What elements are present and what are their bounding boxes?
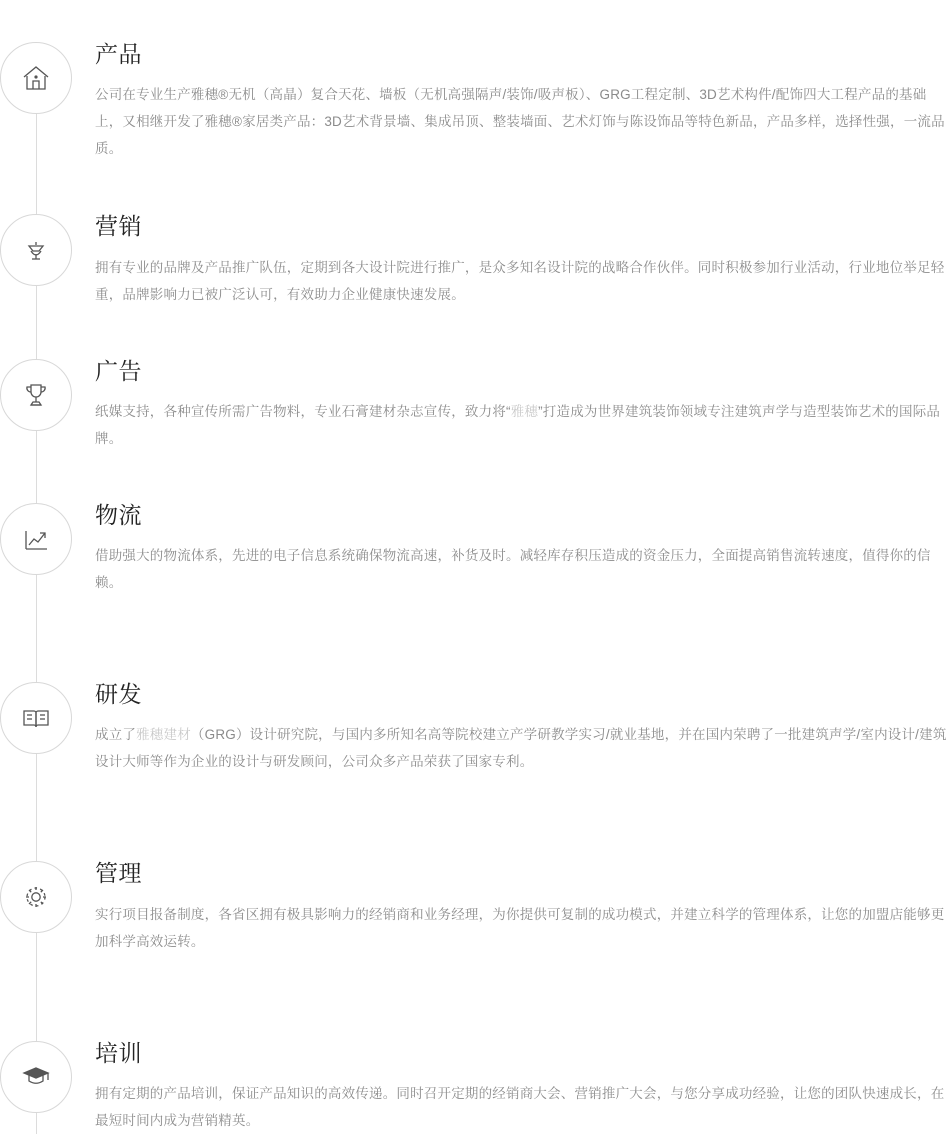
desc-part-brand: 雅穗 [510, 403, 539, 419]
section-desc: 实行项目报备制度，各省区拥有极具影响力的经销商和业务经理，为你提供可复制的成功模式，并建立科学的管理体系，让您的加盟店能够更加科学高效运转。 [95, 906, 945, 949]
list-item [0, 42, 950, 162]
list-item [0, 1041, 950, 1134]
section-title: 物流 [95, 501, 142, 528]
trophy-icon [0, 359, 72, 431]
list-item [0, 359, 950, 452]
megaphone-icon [0, 214, 72, 286]
section-title: 培训 [95, 1039, 142, 1066]
desc-part-after: （GRG）设计研究院，与国内多所知名高等院校建立产学研教学实习/就业基地，并在国内荣聘了一批建筑声学/室内设计/建筑设计大师等作为企业的设计与研发顾问，公司众多产品荣获了国家专利。 [95, 727, 947, 770]
graduation-cap-icon [0, 1041, 72, 1113]
desc-part-before: 成立了 [95, 727, 137, 743]
section-desc: 借助强大的物流体系，先进的电子信息系统确保物流高速，补货及时。减轻库存积压造成的资金压力，全面提高销售流转速度，值得你的信赖。 [95, 548, 931, 591]
section-title: 研发 [95, 681, 142, 708]
chart-growth-icon [0, 503, 72, 575]
section-desc [95, 721, 950, 775]
list-item [0, 503, 950, 596]
section-desc: 拥有定期的产品培训，保证产品知识的高效传递。同时召开定期的经销商大会、营销推广大会，与您分享成功经验，让您的团队快速成长，在最短时间内成为营销精英。 [95, 1086, 945, 1129]
section-title: 管理 [95, 860, 142, 887]
section-desc: 公司在专业生产雅穗®无机（高晶）复合天花、墙板（无机高强隔声/装饰/吸声板）、GRG工程定制、3D艺术构件/配饰四大工程产品的基础上，又相继开发了雅穗®家居类产品：3D艺术背景墙、集成吊顶、整装墙面、艺术灯饰与陈设饰品等特色新品，产品多样，选择性强，一流品质。 [95, 87, 945, 157]
advantages-list [0, 42, 950, 1134]
list-item [0, 861, 950, 954]
gear-icon [0, 861, 72, 933]
section-title: 营销 [95, 213, 142, 240]
home-icon [0, 42, 72, 114]
section-title: 广告 [95, 357, 142, 384]
section-desc [95, 398, 950, 452]
section-desc: 拥有专业的品牌及产品推广队伍，定期到各大设计院进行推广，是众多知名设计院的战略合作伙伴。同时积极参加行业活动，行业地位举足轻重，品牌影响力已被广泛认可，有效助力企业健康快速发展。 [95, 259, 945, 302]
desc-part-before: 纸媒支持，各种宣传所需广告物料，专业石膏建材杂志宣传，致力将“ [95, 403, 511, 419]
section-title: 产品 [95, 41, 142, 67]
book-icon [0, 682, 72, 754]
desc-part-brand: 雅穗建材 [136, 727, 191, 743]
desc-part-after: ”打造成为世界建筑装饰领域专注建筑声学与造型装饰艺术的国际品牌。 [95, 403, 941, 446]
list-item [0, 682, 950, 775]
list-item [0, 214, 950, 307]
